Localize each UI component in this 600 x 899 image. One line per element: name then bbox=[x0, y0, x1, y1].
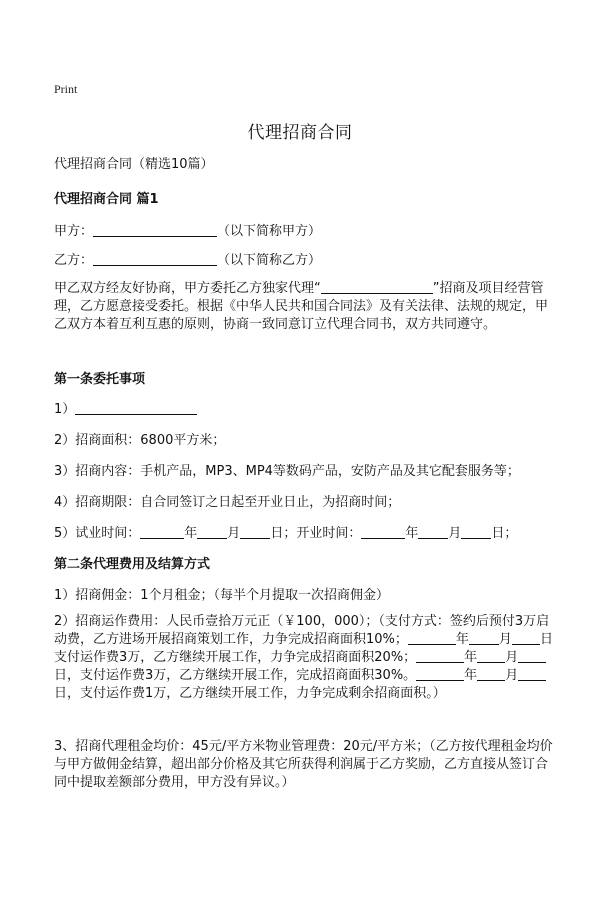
party-b-blank bbox=[93, 252, 217, 266]
intro-text-before: 甲乙双方经友好协商，甲方委托乙方独家代理“ bbox=[54, 281, 321, 296]
party-b-label: 乙方： bbox=[54, 253, 94, 268]
party-a-line bbox=[54, 220, 321, 239]
article2-item2-text2: 日支付运作费3万，乙方继续开展工作，力争完成招商面积20%； bbox=[54, 632, 553, 665]
open-month-unit: 月 bbox=[448, 526, 462, 541]
article2-item1: 1）招商佣金：1个月租金；（每半个月提取一次招商佣金） bbox=[54, 588, 390, 603]
article1-item1-label: 1） bbox=[54, 402, 76, 417]
article1-item1-blank bbox=[75, 401, 197, 415]
stage3-year-blank bbox=[416, 667, 464, 681]
stage1-month-blank bbox=[469, 631, 499, 645]
trial-month-unit: 月 bbox=[227, 526, 241, 541]
document-subtitle: 代理招商合同（精选10篇） bbox=[54, 157, 214, 172]
article2-item2 bbox=[54, 613, 554, 703]
article1-item3: 3）招商内容：手机产品，MP3、MP4等数码产品，安防产品及其它配套服务等； bbox=[54, 464, 520, 479]
stage2-month-unit: 月 bbox=[505, 650, 519, 665]
project-name-blank bbox=[321, 280, 433, 294]
intro-text-after: ”招商及项目经营管理，乙方愿意接受委托。根据《中华人民共和国合同法》及有关法律、法规的规定，甲乙双方本着互利互惠的原则，协商一致同意订立代理合同书，双方共同遵守。 bbox=[54, 281, 549, 332]
article2-heading: 第二条代理费用及结算方式 bbox=[54, 557, 211, 572]
article1-item1 bbox=[54, 398, 197, 417]
opening-time-label: 日；开业时间： bbox=[270, 526, 362, 541]
stage3-month-unit: 月 bbox=[505, 668, 519, 683]
section-heading: 代理招商合同 篇1 bbox=[54, 192, 159, 207]
print-link[interactable]: Print bbox=[54, 82, 78, 96]
article1-heading: 第一条委托事项 bbox=[54, 372, 146, 387]
trial-day-blank bbox=[240, 525, 270, 539]
article1-item4: 4）招商期限：自合同签订之日起至开业日止，为招商时间； bbox=[54, 495, 401, 510]
article2-item2-text1: 2）招商运作费用：人民币壹拾万元正（￥100，000）；（支付方式：签约后预付3万启动费，乙方进场开展招商策划工作，力争完成招商面积10%； bbox=[54, 614, 550, 647]
stage1-month-unit: 月 bbox=[498, 632, 512, 647]
open-year-unit: 年 bbox=[405, 526, 419, 541]
stage1-year-unit: 年 bbox=[455, 632, 469, 647]
party-a-label: 甲方： bbox=[54, 224, 94, 239]
trial-month-blank bbox=[197, 525, 227, 539]
party-b-line bbox=[54, 249, 321, 268]
open-day-unit: 日； bbox=[491, 526, 518, 541]
trial-time-label: 5）试业时间： bbox=[54, 526, 141, 541]
open-year-blank bbox=[361, 525, 405, 539]
stage2-month-blank bbox=[477, 649, 505, 663]
article1-item2: 2）招商面积：6800平方米； bbox=[54, 433, 226, 448]
stage2-year-unit: 年 bbox=[464, 650, 478, 665]
stage3-month-blank bbox=[477, 667, 505, 681]
party-b-note: （以下简称乙方） bbox=[217, 253, 322, 268]
intro-paragraph bbox=[54, 280, 554, 334]
open-day-blank bbox=[461, 525, 491, 539]
article2-item2-text4: 日，支付运作费1万，乙方继续开展工作，力争完成剩余招商面积。） bbox=[54, 686, 446, 701]
article2-item2-text3: 日，支付运作费3万，乙方继续开展工作，完成招商面积30%。 bbox=[54, 668, 417, 683]
open-month-blank bbox=[418, 525, 448, 539]
article2-item3: 3、招商代理租金均价：45元/平方米物业管理费：20元/平方米；（乙方按代理租金均价与甲方做佣金结算，超出部分价格及其它所获得利润属于乙方奖励，乙方直接从签订合同中提取差额部分费用，甲方没有异议。） bbox=[54, 739, 553, 790]
trial-year-unit: 年 bbox=[184, 526, 198, 541]
document-title: 代理招商合同 bbox=[247, 123, 353, 143]
stage3-day-blank bbox=[518, 667, 546, 681]
party-a-blank bbox=[93, 223, 217, 237]
article1-item5 bbox=[54, 522, 517, 541]
stage1-year-blank bbox=[408, 631, 456, 645]
stage2-year-blank bbox=[416, 649, 464, 663]
stage3-year-unit: 年 bbox=[464, 668, 478, 683]
trial-year-blank bbox=[140, 525, 184, 539]
stage1-day-blank bbox=[512, 631, 540, 645]
party-a-note: （以下简称甲方） bbox=[217, 224, 322, 239]
stage2-day-blank bbox=[518, 649, 546, 663]
